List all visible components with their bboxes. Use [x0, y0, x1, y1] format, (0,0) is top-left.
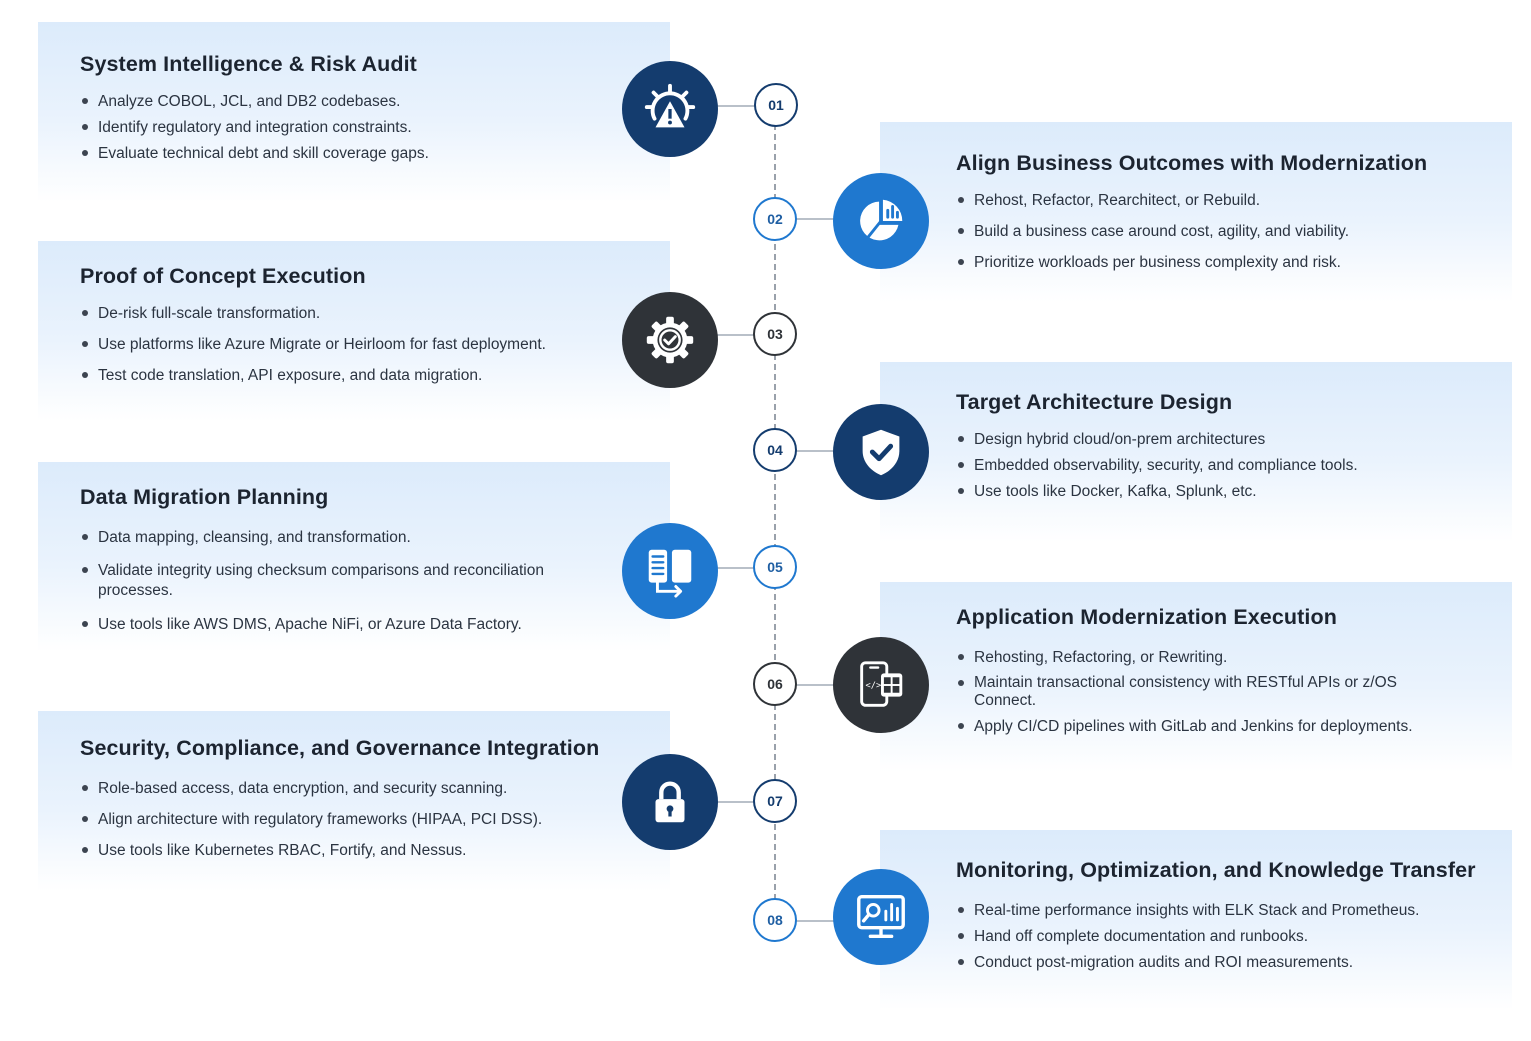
- step-01-bullets: [80, 92, 650, 163]
- gear-warning-icon: [622, 61, 718, 157]
- step-02-title: Align Business Outcomes with Modernization: [956, 151, 1428, 175]
- bullet-item: Validate integrity using checksum comparisons and reconciliation processes.: [80, 561, 620, 601]
- step-07-bullets: [80, 779, 620, 860]
- bullet-item: Analyze COBOL, JCL, and DB2 codebases.: [80, 92, 650, 111]
- step-08-bullets: [956, 901, 1496, 972]
- app-code-icon: [833, 637, 929, 733]
- step-06-title: Application Modernization Execution: [956, 605, 1337, 629]
- bullet-item: Use tools like AWS DMS, Apache NiFi, or Azure Data Factory.: [80, 615, 620, 634]
- step-02-number: 02: [753, 197, 797, 241]
- step-05-title: Data Migration Planning: [80, 485, 329, 509]
- step-08-title: Monitoring, Optimization, and Knowledge Transfer: [956, 858, 1476, 882]
- bullet-item: Evaluate technical debt and skill coverage gaps.: [80, 144, 650, 163]
- step-06-number: 06: [753, 662, 797, 706]
- step-03-title: Proof of Concept Execution: [80, 264, 366, 288]
- bullet-item: Data mapping, cleansing, and transformation.: [80, 528, 620, 547]
- step-05-number: 05: [753, 545, 797, 589]
- bullet-item: Design hybrid cloud/on-prem architectures: [956, 430, 1496, 449]
- step-03-number: 03: [753, 312, 797, 356]
- step-01-title: System Intelligence & Risk Audit: [80, 52, 417, 76]
- bullet-item: Identify regulatory and integration constraints.: [80, 118, 650, 137]
- bullet-item: Role-based access, data encryption, and security scanning.: [80, 779, 620, 798]
- step-08-connector: [796, 920, 836, 922]
- bullet-item: Maintain transactional consistency with RESTful APIs or z/OS Connect.: [956, 674, 1456, 710]
- bullet-item: Build a business case around cost, agility, and viability.: [956, 222, 1496, 241]
- step-02-connector: [796, 218, 836, 220]
- step-03-connector: [715, 334, 755, 336]
- bullet-item: Hand off complete documentation and runbooks.: [956, 927, 1496, 946]
- bullet-item: De-risk full-scale transformation.: [80, 304, 650, 323]
- bullet-item: Real-time performance insights with ELK Stack and Prometheus.: [956, 901, 1496, 920]
- bullet-item: Conduct post-migration audits and ROI measurements.: [956, 953, 1496, 972]
- step-01-number: 01: [754, 83, 798, 127]
- monitor-analytics-icon: [833, 869, 929, 965]
- step-01-connector: [715, 105, 755, 107]
- step-06-bullets: [956, 648, 1456, 736]
- step-07-number: 07: [753, 779, 797, 823]
- step-05-bullets: [80, 528, 620, 634]
- lock-icon: [622, 754, 718, 850]
- gear-check-icon: [622, 292, 718, 388]
- step-02-bullets: [956, 191, 1496, 272]
- data-transfer-icon: [622, 523, 718, 619]
- svg-text:</>: </>: [865, 680, 882, 691]
- bullet-item: Rehost, Refactor, Rearchitect, or Rebuild.: [956, 191, 1496, 210]
- step-04-title: Target Architecture Design: [956, 390, 1233, 414]
- step-08-number: 08: [753, 898, 797, 942]
- bullet-item: Use tools like Docker, Kafka, Splunk, etc.: [956, 482, 1496, 501]
- bullet-item: Use tools like Kubernetes RBAC, Fortify, and Nessus.: [80, 841, 620, 860]
- bullet-item: Test code translation, API exposure, and data migration.: [80, 366, 650, 385]
- bullet-item: Rehosting, Refactoring, or Rewriting.: [956, 648, 1456, 667]
- step-07-connector: [715, 801, 755, 803]
- step-04-number: 04: [753, 428, 797, 472]
- shield-check-icon: [833, 404, 929, 500]
- bullet-item: Embedded observability, security, and compliance tools.: [956, 456, 1496, 475]
- pie-chart-icon: [833, 173, 929, 269]
- step-05-connector: [715, 567, 755, 569]
- bullet-item: Use platforms like Azure Migrate or Heirloom for fast deployment.: [80, 335, 650, 354]
- step-04-bullets: [956, 430, 1496, 501]
- bullet-item: Apply CI/CD pipelines with GitLab and Jenkins for deployments.: [956, 717, 1456, 736]
- step-03-bullets: [80, 304, 650, 385]
- bullet-item: Prioritize workloads per business complexity and risk.: [956, 253, 1496, 272]
- step-06-connector: [796, 684, 836, 686]
- step-07-title: Security, Compliance, and Governance Integration: [80, 736, 600, 760]
- bullet-item: Align architecture with regulatory frameworks (HIPAA, PCI DSS).: [80, 810, 620, 829]
- step-04-connector: [796, 450, 836, 452]
